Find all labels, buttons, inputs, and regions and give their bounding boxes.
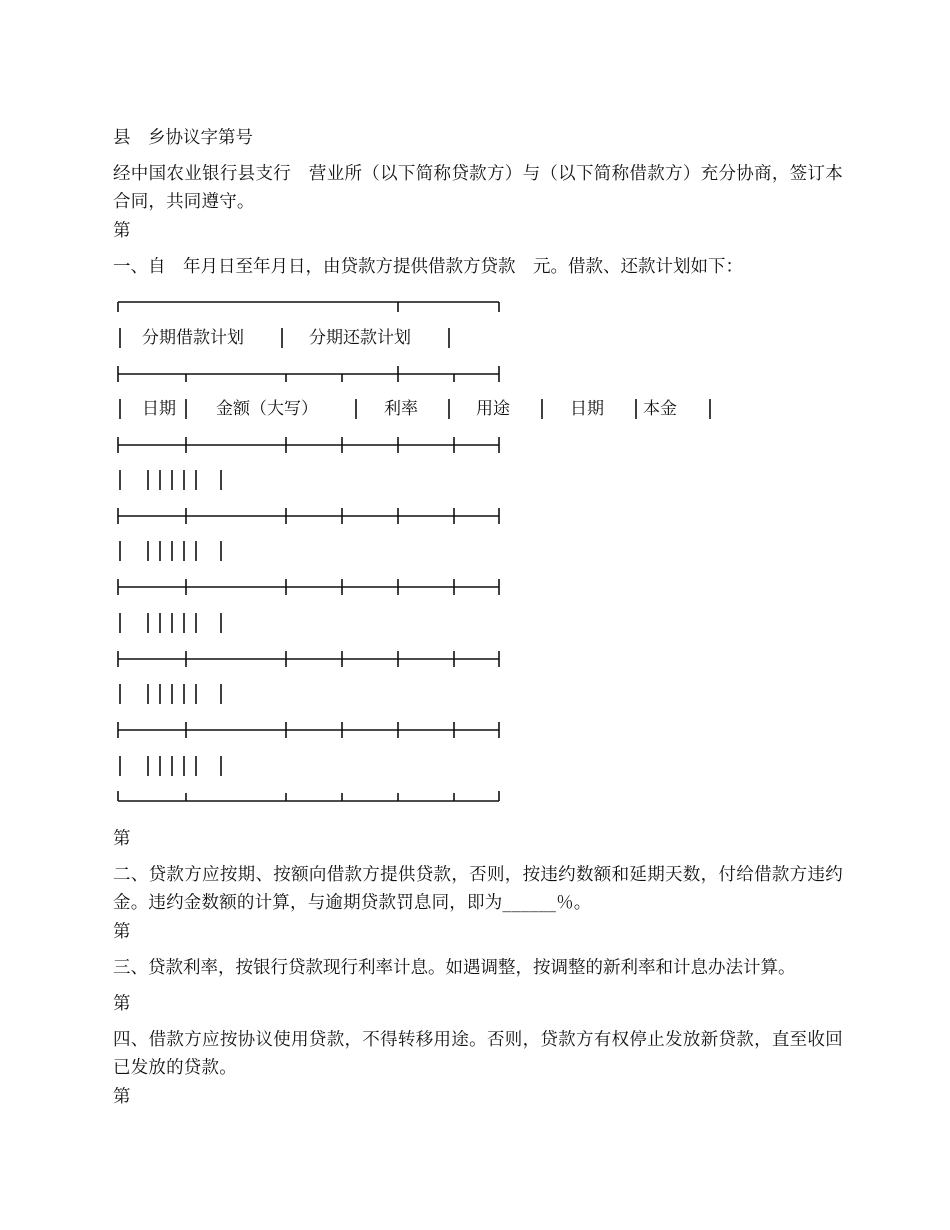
column-header-principal: 本金 (643, 399, 677, 419)
clause-2: 二、贷款方应按期、按额向借款方提供贷款，否则，按违约数额和延期天数，付给借款方违约金。违约金数额的计算，与逾期贷款罚息同，即为______％。 (113, 865, 843, 913)
column-header-interest-rate: 利率 (384, 399, 418, 419)
group-header-repayment: 分期还款计划 (309, 328, 411, 348)
column-header-purpose: 用途 (476, 399, 510, 419)
document-number-line: 县 乡协议字第号 (113, 128, 253, 148)
column-header-borrow-date: 日期 (142, 399, 176, 419)
article-marker: 第 (113, 221, 131, 241)
column-header-repay-date: 日期 (570, 399, 604, 419)
rule-3 (118, 508, 499, 524)
rule-4 (118, 579, 499, 595)
table-top-border (118, 302, 499, 312)
clause-1: 一、自 年月日至年月日，由贷款方提供借款方贷款 元。借款、还款计划如下： (113, 257, 743, 277)
group-header-borrowing: 分期借款计划 (142, 328, 244, 348)
article-marker: 第 (113, 1087, 131, 1107)
clause-3: 三、贷款利率，按银行贷款现行利率计息。如遇调整，按调整的新利率和计息办法计算。 (113, 958, 796, 978)
rule-1 (118, 366, 499, 382)
rule-6 (118, 722, 499, 738)
article-marker: 第 (113, 829, 131, 849)
empty-row-marks (120, 470, 221, 776)
rule-2 (118, 437, 499, 453)
column-header-amount: 金额（大写） (216, 399, 318, 419)
rule-5 (118, 651, 499, 667)
clause-4: 四、借款方应按协议使用贷款，不得转移用途。否则，贷款方有权停止发放新贷款，直至收回已发放的贷款。 (113, 1030, 843, 1078)
intro-paragraph: 经中国农业银行县支行 营业所（以下简称贷款方）与（以下简称借款方）充分协商，签订本合同，共同遵守。 (113, 164, 843, 212)
table-bottom-border (118, 791, 499, 801)
article-marker: 第 (113, 922, 131, 942)
article-marker: 第 (113, 994, 131, 1014)
